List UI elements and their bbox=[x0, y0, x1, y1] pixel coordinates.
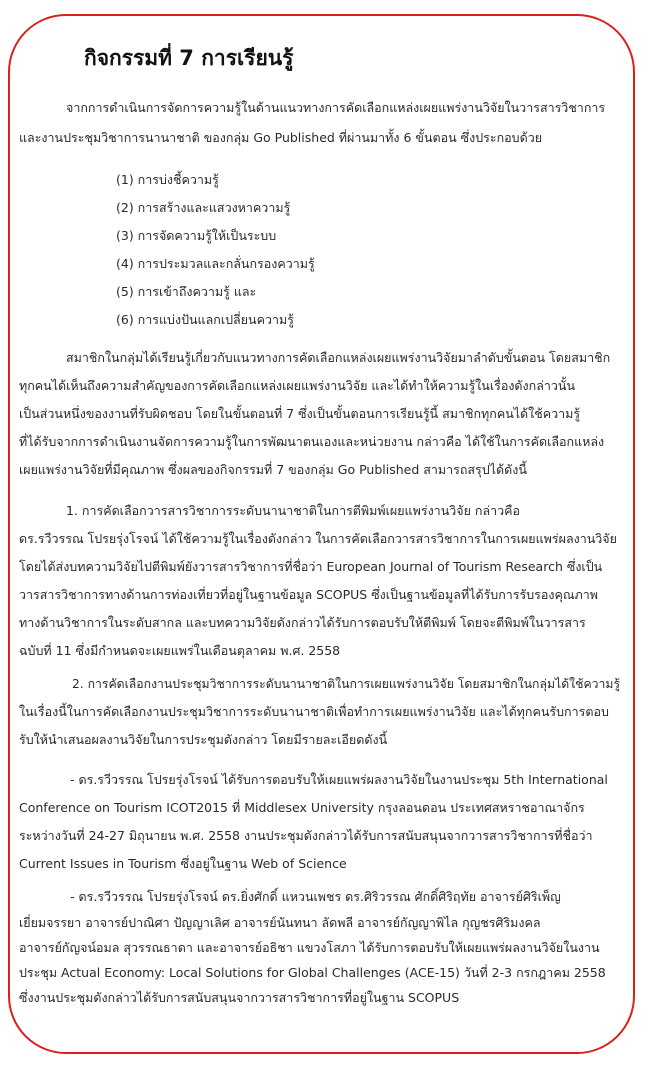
point1-line: ฉบับที่ 11 ซึ่งมีกำหนดจะเผยแพร่ในเดือนตุลาคม พ.ศ. 2558 bbox=[19, 643, 341, 658]
item-b-line: อาจารย์กัญจน์อมล สุวรรณธาดา และอาจารย์อธิชา แขวงโสภา ได้รับการตอบรับให้เผยแพร่ผลงานวิจัยในงาน bbox=[19, 940, 600, 955]
item-b-line: - ดร.รวีวรรณ โปรยรุ่งโรจน์ ดร.ยิ่งศักดิ์ แหวนเพชร ดร.ศิริวรรณ ศักดิ์ศิริฤทัย อาจารย์ศิริเพ็ญ bbox=[70, 889, 561, 904]
item-a-line: - ดร.รวีวรรณ โปรยรุ่งโรจน์ ได้รับการตอบรับให้เผยแพร่ผลงานวิจัยในงานประชุม 5th International bbox=[70, 772, 608, 787]
summary-line: เป็นส่วนหนึ่งของงานที่รับผิดชอบ โดยในขั้นตอนที่ 7 ซึ่งเป็นขั้นตอนการเรียนรู้นี้ สมาชิกทุกคนได้ใช้ความรู้ bbox=[19, 406, 581, 421]
point1-line: โดยได้ส่งบทความวิจัยไปตีพิมพ์ยังวารสารวิชาการที่ชื่อว่า European Journal of Tourism Research ซึ่งเป็น bbox=[19, 559, 603, 574]
summary-line: เผยแพร่งานวิจัยที่มีคุณภาพ ซึ่งผลของกิจกรรมที่ 7 ของกลุ่ม Go Published สามารถสรุปได้ดังนี้ bbox=[19, 462, 527, 477]
point1-line: วารสารวิชาการทางด้านการท่องเที่ยวที่อยู่ในฐานข้อมูล SCOPUS ซึ่งเป็นฐานข้อมูลที่ได้รับการรับรองคุณภาพ bbox=[19, 587, 598, 602]
point2-line: ในเรื่องนี้ในการคัดเลือกงานประชุมวิชาการระดับนานาชาติเพื่อทำการเผยแพร่งานวิจัย และได้ทุกคนรับการตอบ bbox=[19, 704, 609, 719]
item-b-line: ซึ่งงานประชุมดังกล่าวได้รับการสนับสนุนจากวารสารวิชาการที่อยู่ในฐาน SCOPUS bbox=[19, 990, 460, 1005]
point2-line: รับให้นำเสนอผลงานวิจัยในการประชุมดังกล่าว โดยมีรายละเอียดดังนี้ bbox=[19, 732, 388, 747]
summary-line: ที่ได้รับจากการดำเนินงานจัดการความรู้ในการพัฒนาตนเองและหน่วยงาน กล่าวคือ ได้ใช้ในการคัดเลือกแหล่ง bbox=[19, 434, 605, 449]
step-item: (5) การเข้าถึงความรู้ และ bbox=[116, 284, 257, 299]
point2-line: 2. การคัดเลือกงานประชุมวิชาการระดับนานาชาติในการเผยแพร่งานวิจัย โดยสมาชิกในกลุ่มได้ใช้ความรู้ bbox=[72, 677, 621, 691]
step-item: (3) การจัดความรู้ให้เป็นระบบ bbox=[116, 228, 277, 243]
summary-line: สมาชิกในกลุ่มได้เรียนรู้เกี่ยวกับแนวทางการคัดเลือกแหล่งเผยแพร่งานวิจัยมาลำดับขั้นตอน โดยสมาชิก bbox=[66, 350, 611, 365]
step-item: (2) การสร้างและแสวงหาความรู้ bbox=[116, 200, 291, 215]
point1-line: ดร.รวีวรรณ โปรยรุ่งโรจน์ ได้ใช้ความรู้ในเรื่องดังกล่าว ในการคัดเลือกวารสารวิชาการในการเผยแพร่ผลงานวิจัย bbox=[19, 531, 617, 546]
intro-line: จากการดำเนินการจัดการความรู้ในด้านแนวทางการคัดเลือกแหล่งเผยแพร่งานวิจัยในวารสารวิชาการ bbox=[66, 100, 606, 115]
point1-line: ทางด้านวิชาการในระดับสากล และบทความวิจัยดังกล่าวได้รับการตอบรับให้ตีพิมพ์ โดยจะตีพิมพ์ในวารสาร bbox=[19, 615, 586, 630]
item-a-line: Conference on Tourism ICOT2015 ที่ Middlesex University กรุงลอนดอน ประเทศสหราชอาณาจักร bbox=[19, 800, 585, 815]
item-a-line: Current Issues in Tourism ซึ่งอยู่ในฐาน Web of Science bbox=[19, 856, 347, 871]
item-a-line: ระหว่างวันที่ 24-27 มิถุนายน พ.ศ. 2558 งานประชุมดังกล่าวได้รับการสนับสนุนจากวารสารวิชาการที่ชื่อว่า bbox=[19, 828, 593, 843]
step-item: (1) การบ่งชี้ความรู้ bbox=[116, 172, 219, 187]
step-item: (6) การแบ่งปันแลกเปลี่ยนความรู้ bbox=[116, 312, 294, 327]
intro-line: และงานประชุมวิชาการนานาชาติ ของกลุ่ม Go Published ที่ผ่านมาทั้ง 6 ขั้นตอน ซึ่งประกอบด้วย bbox=[19, 130, 543, 145]
step-item: (4) การประมวลและกลั่นกรองความรู้ bbox=[116, 256, 315, 271]
item-b-line: เยี่ยมจรรยา อาจารย์ปาณิศา ปัญญาเลิศ อาจารย์นันทนา ลัดพลี อาจารย์กัญญาพิไล กุญชรศิริมงคล bbox=[19, 915, 541, 930]
point1-line: 1. การคัดเลือกวารสารวิชาการระดับนานาชาติในการตีพิมพ์เผยแพร่งานวิจัย กล่าวคือ bbox=[66, 503, 521, 518]
item-b-line: ประชุม Actual Economy: Local Solutions for Global Challenges (ACE-15) วันที่ 2-3 กรกฎาคม 2558 bbox=[19, 965, 606, 980]
summary-line: ทุกคนได้เห็นถึงความสำคัญของการคัดเลือกแหล่งเผยแพร่งานวิจัย และได้ทำให้ความรู้ในเรื่องดังกล่าวนั้น bbox=[19, 378, 576, 393]
page-title: กิจกรรมที่ 7 การเรียนรู้ bbox=[84, 46, 294, 70]
